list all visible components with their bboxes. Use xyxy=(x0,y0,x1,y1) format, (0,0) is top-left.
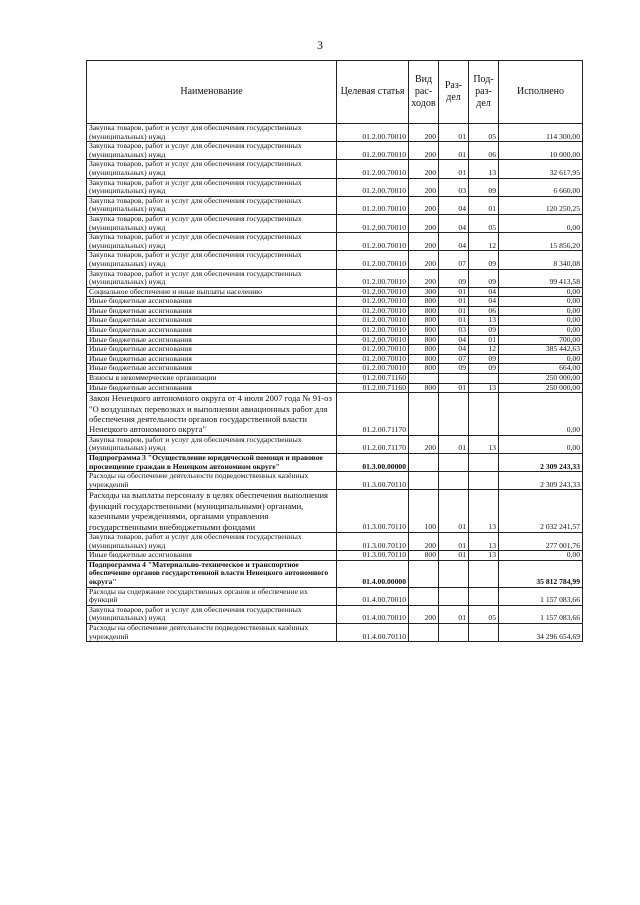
cell-type: 200 xyxy=(409,435,439,453)
cell-type: 200 xyxy=(409,251,439,269)
header-row xyxy=(87,61,583,124)
cell-name: Расходы на выплаты персоналу в целях обеспечения выполнения функций государственными (муниципальными) органами, казенными учреждениями, органами управления государственными внебюджетными фондами xyxy=(87,490,337,533)
table-row xyxy=(87,345,583,355)
cell-name: Иные бюджетные ассигнования xyxy=(87,551,337,561)
cell-type: 800 xyxy=(409,316,439,326)
cell-section: 03 xyxy=(439,326,469,336)
cell-name: Закупка товаров, работ и услуг для обеспечения государственных (муниципальных) нужд xyxy=(87,435,337,453)
cell-name: Расходы на содержание государственных органов и обеспечение их функций xyxy=(87,587,337,605)
cell-target: 01.2.00.70010 xyxy=(337,124,409,142)
table-row xyxy=(87,623,583,641)
cell-subsection: 09 xyxy=(469,354,499,364)
table-row xyxy=(87,374,583,384)
cell-section: 01 xyxy=(439,383,469,393)
table-row xyxy=(87,269,583,287)
cell-done: 0,00 xyxy=(499,297,583,307)
cell-section xyxy=(439,587,469,605)
cell-done: 120 250,25 xyxy=(499,196,583,214)
cell-subsection: 09 xyxy=(469,178,499,196)
cell-subsection xyxy=(469,393,499,436)
cell-section xyxy=(439,472,469,490)
cell-name: Иные бюджетные ассигнования xyxy=(87,345,337,355)
cell-done: 114 300,00 xyxy=(499,124,583,142)
cell-target: 01.2.00.71160 xyxy=(337,374,409,384)
cell-done: 10 000,00 xyxy=(499,142,583,160)
table-row xyxy=(87,326,583,336)
cell-name: Иные бюджетные ассигнования xyxy=(87,383,337,393)
table-row xyxy=(87,605,583,623)
cell-type: 200 xyxy=(409,214,439,232)
cell-type: 200 xyxy=(409,196,439,214)
table-row xyxy=(87,533,583,551)
cell-section: 04 xyxy=(439,214,469,232)
table-row xyxy=(87,454,583,472)
table-row xyxy=(87,354,583,364)
table-row xyxy=(87,124,583,142)
header-target: Целевая статья xyxy=(337,61,409,124)
cell-section: 01 xyxy=(439,605,469,623)
cell-subsection: 09 xyxy=(469,269,499,287)
cell-type: 800 xyxy=(409,383,439,393)
cell-subsection xyxy=(469,374,499,384)
header-type: Вид рас-ходов xyxy=(409,61,439,124)
cell-subsection: 05 xyxy=(469,124,499,142)
cell-name: Закупка товаров, работ и услуг для обеспечения государственных (муниципальных) нужд xyxy=(87,196,337,214)
cell-subsection: 01 xyxy=(469,335,499,345)
table-row xyxy=(87,214,583,232)
table-row xyxy=(87,316,583,326)
cell-target: 01.4.00.70110 xyxy=(337,623,409,641)
cell-section: 01 xyxy=(439,297,469,307)
cell-subsection: 13 xyxy=(469,490,499,533)
cell-target: 01.2.00.70010 xyxy=(337,335,409,345)
cell-done: 6 660,00 xyxy=(499,178,583,196)
cell-done: 0,00 xyxy=(499,435,583,453)
cell-target: 01.2.00.70010 xyxy=(337,297,409,307)
cell-subsection xyxy=(469,454,499,472)
cell-section: 01 xyxy=(439,435,469,453)
cell-target: 01.2.00.71170 xyxy=(337,393,409,436)
cell-type: 800 xyxy=(409,297,439,307)
cell-target: 01.2.00.70010 xyxy=(337,160,409,178)
table-row xyxy=(87,335,583,345)
table-row xyxy=(87,196,583,214)
cell-name: Иные бюджетные ассигнования xyxy=(87,354,337,364)
cell-section: 01 xyxy=(439,551,469,561)
cell-done: 0,00 xyxy=(499,551,583,561)
cell-type: 200 xyxy=(409,233,439,251)
cell-type xyxy=(409,393,439,436)
cell-type: 100 xyxy=(409,490,439,533)
table-row xyxy=(87,435,583,453)
cell-subsection: 12 xyxy=(469,233,499,251)
cell-target: 01.2.00.70010 xyxy=(337,364,409,374)
cell-done: 0,00 xyxy=(499,393,583,436)
cell-type: 200 xyxy=(409,160,439,178)
cell-target: 01.2.00.70010 xyxy=(337,142,409,160)
cell-name: Закон Ненецкого автономного округа от 4 июля 2007 года № 91-оз "О воздушных перевозках и выполнении авиационных работ для обеспечения деятельности органов государственной власти Ненецкого автономного округа" xyxy=(87,393,337,436)
table-row xyxy=(87,551,583,561)
cell-type: 800 xyxy=(409,551,439,561)
cell-type: 800 xyxy=(409,306,439,316)
cell-type xyxy=(409,374,439,384)
table-row xyxy=(87,178,583,196)
cell-name: Закупка товаров, работ и услуг для обеспечения государственных (муниципальных) нужд xyxy=(87,533,337,551)
cell-type: 800 xyxy=(409,364,439,374)
cell-subsection: 04 xyxy=(469,287,499,297)
cell-type: 800 xyxy=(409,345,439,355)
cell-subsection: 12 xyxy=(469,345,499,355)
cell-target: 01.3.00.70110 xyxy=(337,490,409,533)
cell-name: Расходы на обеспечение деятельности подведомственных казённых учреждений xyxy=(87,623,337,641)
cell-target: 01.2.00.70010 xyxy=(337,306,409,316)
cell-subsection: 13 xyxy=(469,383,499,393)
cell-section: 03 xyxy=(439,178,469,196)
cell-done: 99 413,58 xyxy=(499,269,583,287)
cell-target: 01.2.00.70010 xyxy=(337,316,409,326)
cell-section: 04 xyxy=(439,196,469,214)
cell-section: 04 xyxy=(439,233,469,251)
cell-subsection: 04 xyxy=(469,297,499,307)
table-body xyxy=(87,124,583,642)
cell-done: 1 157 083,66 xyxy=(499,605,583,623)
cell-name: Взносы в некоммерческие организации xyxy=(87,374,337,384)
table-row xyxy=(87,560,583,587)
cell-name: Закупка товаров, работ и услуг для обеспечения государственных (муниципальных) нужд xyxy=(87,605,337,623)
cell-section: 07 xyxy=(439,354,469,364)
cell-target: 01.2.00.70010 xyxy=(337,345,409,355)
cell-done: 664,00 xyxy=(499,364,583,374)
cell-section xyxy=(439,454,469,472)
cell-done: 0,00 xyxy=(499,354,583,364)
cell-section xyxy=(439,560,469,587)
cell-name: Иные бюджетные ассигнования xyxy=(87,326,337,336)
cell-section: 01 xyxy=(439,533,469,551)
cell-subsection: 09 xyxy=(469,326,499,336)
cell-done: 250 000,00 xyxy=(499,383,583,393)
cell-subsection xyxy=(469,560,499,587)
cell-target: 01.2.00.71160 xyxy=(337,383,409,393)
table-row xyxy=(87,393,583,436)
cell-target: 01.3.00.70110 xyxy=(337,472,409,490)
cell-done: 1 157 083,66 xyxy=(499,587,583,605)
cell-target: 01.2.00.70010 xyxy=(337,354,409,364)
cell-subsection: 13 xyxy=(469,316,499,326)
cell-type: 200 xyxy=(409,533,439,551)
header-subsection: Под-раз-дел xyxy=(469,61,499,124)
cell-subsection: 06 xyxy=(469,142,499,160)
page-number: 3 xyxy=(317,38,323,52)
cell-type xyxy=(409,472,439,490)
cell-subsection: 05 xyxy=(469,605,499,623)
cell-section: 01 xyxy=(439,124,469,142)
header-done: Исполнено xyxy=(499,61,583,124)
cell-type: 800 xyxy=(409,326,439,336)
cell-target: 01.2.00.70010 xyxy=(337,326,409,336)
cell-done: 700,00 xyxy=(499,335,583,345)
cell-done: 0,00 xyxy=(499,306,583,316)
cell-name: Закупка товаров, работ и услуг для обеспечения государственных (муниципальных) нужд xyxy=(87,269,337,287)
cell-section: 01 xyxy=(439,490,469,533)
cell-name: Закупка товаров, работ и услуг для обеспечения государственных (муниципальных) нужд xyxy=(87,160,337,178)
cell-subsection: 13 xyxy=(469,551,499,561)
cell-name: Подпрограмма 3 "Осуществление юридической помощи и правовое просвещение граждан в Ненецком автономном округе" xyxy=(87,454,337,472)
cell-target: 01.2.00.70010 xyxy=(337,178,409,196)
cell-done: 0,00 xyxy=(499,214,583,232)
cell-target: 01.3.00.00000 xyxy=(337,454,409,472)
cell-section: 07 xyxy=(439,251,469,269)
cell-target: 01.4.00.70010 xyxy=(337,587,409,605)
cell-section: 04 xyxy=(439,345,469,355)
cell-type xyxy=(409,587,439,605)
cell-name: Иные бюджетные ассигнования xyxy=(87,335,337,345)
cell-section: 01 xyxy=(439,316,469,326)
cell-done: 2 309 243,33 xyxy=(499,454,583,472)
cell-subsection: 13 xyxy=(469,160,499,178)
cell-name: Подпрограмма 4 "Материально-техническое и транспортное обеспечение органов государственной власти Ненецкого автономного округа" xyxy=(87,560,337,587)
table-row xyxy=(87,306,583,316)
table-row xyxy=(87,364,583,374)
cell-subsection: 09 xyxy=(469,251,499,269)
cell-target: 01.3.00.70110 xyxy=(337,551,409,561)
table-row xyxy=(87,251,583,269)
cell-done: 0,00 xyxy=(499,316,583,326)
cell-done: 2 032 241,57 xyxy=(499,490,583,533)
cell-section: 04 xyxy=(439,335,469,345)
table-row xyxy=(87,472,583,490)
cell-target: 01.2.00.70010 xyxy=(337,269,409,287)
cell-done: 8 340,08 xyxy=(499,251,583,269)
cell-type: 200 xyxy=(409,605,439,623)
cell-section: 09 xyxy=(439,364,469,374)
cell-section: 01 xyxy=(439,306,469,316)
cell-name: Расходы на обеспечение деятельности подведомственных казённых учреждений xyxy=(87,472,337,490)
cell-subsection: 13 xyxy=(469,435,499,453)
table-row xyxy=(87,383,583,393)
cell-section xyxy=(439,374,469,384)
cell-type xyxy=(409,560,439,587)
header-name: Наименование xyxy=(87,61,337,124)
cell-done: 250 000,00 xyxy=(499,374,583,384)
cell-subsection xyxy=(469,623,499,641)
cell-section xyxy=(439,393,469,436)
cell-type xyxy=(409,623,439,641)
cell-section xyxy=(439,623,469,641)
cell-section: 01 xyxy=(439,142,469,160)
table-row xyxy=(87,297,583,307)
cell-name: Закупка товаров, работ и услуг для обеспечения государственных (муниципальных) нужд xyxy=(87,214,337,232)
cell-done: 0,00 xyxy=(499,287,583,297)
cell-type: 300 xyxy=(409,287,439,297)
table-row xyxy=(87,490,583,533)
cell-target: 01.4.00.00000 xyxy=(337,560,409,587)
cell-type: 200 xyxy=(409,178,439,196)
cell-section: 01 xyxy=(439,287,469,297)
cell-subsection: 06 xyxy=(469,306,499,316)
cell-type: 800 xyxy=(409,354,439,364)
cell-name: Закупка товаров, работ и услуг для обеспечения государственных (муниципальных) нужд xyxy=(87,142,337,160)
cell-name: Иные бюджетные ассигнования xyxy=(87,297,337,307)
table-row xyxy=(87,233,583,251)
table-row xyxy=(87,142,583,160)
cell-done: 277 001,76 xyxy=(499,533,583,551)
cell-target: 01.4.00.70010 xyxy=(337,605,409,623)
table-row xyxy=(87,160,583,178)
cell-section: 01 xyxy=(439,160,469,178)
header-section: Раз-дел xyxy=(439,61,469,124)
cell-name: Закупка товаров, работ и услуг для обеспечения государственных (муниципальных) нужд xyxy=(87,124,337,142)
cell-target: 01.2.00.70010 xyxy=(337,214,409,232)
cell-done: 34 296 654,69 xyxy=(499,623,583,641)
cell-type: 800 xyxy=(409,335,439,345)
cell-done: 0,00 xyxy=(499,326,583,336)
cell-subsection: 13 xyxy=(469,533,499,551)
cell-type xyxy=(409,454,439,472)
cell-target: 01.2.00.70010 xyxy=(337,251,409,269)
cell-type: 200 xyxy=(409,142,439,160)
cell-target: 01.2.00.71170 xyxy=(337,435,409,453)
cell-target: 01.2.00.70010 xyxy=(337,196,409,214)
cell-target: 01.2.00.70010 xyxy=(337,287,409,297)
table-row xyxy=(87,287,583,297)
cell-done: 32 617,95 xyxy=(499,160,583,178)
cell-done: 2 309 243,33 xyxy=(499,472,583,490)
cell-name: Иные бюджетные ассигнования xyxy=(87,364,337,374)
cell-name: Закупка товаров, работ и услуг для обеспечения государственных (муниципальных) нужд xyxy=(87,178,337,196)
table-row xyxy=(87,587,583,605)
cell-section: 09 xyxy=(439,269,469,287)
cell-name: Социальное обеспечение и иные выплаты населению xyxy=(87,287,337,297)
cell-target: 01.3.00.70110 xyxy=(337,533,409,551)
cell-name: Иные бюджетные ассигнования xyxy=(87,306,337,316)
cell-subsection: 09 xyxy=(469,364,499,374)
cell-subsection: 01 xyxy=(469,196,499,214)
cell-done: 35 812 784,99 xyxy=(499,560,583,587)
cell-subsection xyxy=(469,472,499,490)
cell-name: Закупка товаров, работ и услуг для обеспечения государственных (муниципальных) нужд xyxy=(87,251,337,269)
cell-name: Закупка товаров, работ и услуг для обеспечения государственных (муниципальных) нужд xyxy=(87,233,337,251)
cell-target: 01.2.00.70010 xyxy=(337,233,409,251)
cell-type: 200 xyxy=(409,269,439,287)
cell-subsection: 05 xyxy=(469,214,499,232)
cell-done: 385 442,63 xyxy=(499,345,583,355)
budget-table xyxy=(86,60,583,642)
cell-done: 15 856,20 xyxy=(499,233,583,251)
cell-type: 200 xyxy=(409,124,439,142)
cell-name: Иные бюджетные ассигнования xyxy=(87,316,337,326)
cell-subsection xyxy=(469,587,499,605)
